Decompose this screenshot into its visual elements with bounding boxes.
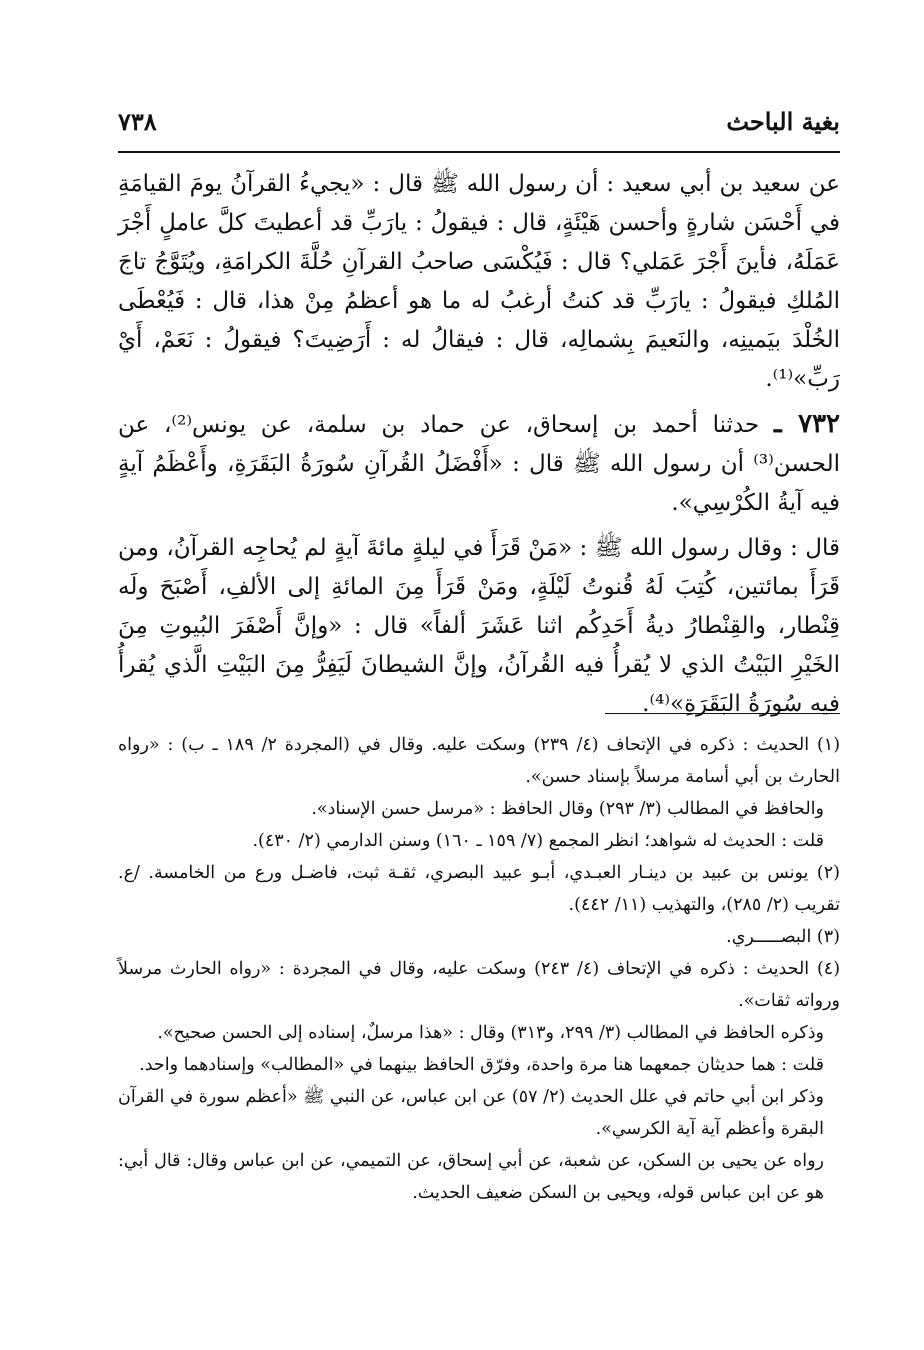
footnote-4: (٤) الحديث : ذكره في الإتحاف (٤/ ٢٤٣) وسكت عليه، وقال في المجردة : «رواه الحارث مرسلاً ورواته ثقات». <box>118 959 841 1011</box>
hadith-732-continued-paragraph: قال : وقال رسول الله ﷺ : «مَنْ قَرَأَ في ليلةٍ مائةَ آيةٍ لم يُحاجِه القرآنُ، ومن قَرَأَ بمائتين، كُتِبَ لَهُ قُنوتُ لَيْلَةٍ، ومَنْ قَرَأَ مِنَ المائةِ إلى الألفِ، أَصْبَحَ ولَه قِنْطار، والقِنْطارُ ديةُ أَحَدِكُم اثنا عَشَرَ ألفاً» قال : «وإنَّ أَصْفَرَ البُيوتِ مِنَ الخَيْرِ البَيْتُ الذي لا يُقرأُ فيه القُرآنُ، وإنَّ الشيطانَ لَيَفِرُّ مِنَ البَيْتِ الَّذي يُقرأُ فيه سُورَةُ البَقَرَةِ»⁽⁴⁾. <box>118 535 840 717</box>
footnote-4-comment: قلت : هما حديثان جمعهما هنا مرة واحدة، وفرّق الحافظ بينهما في «المطالب» وإسنادهما واحد. <box>139 1055 824 1075</box>
footnote-3: (٣) البصـــــري. <box>726 927 840 947</box>
footnote-4-narration: رواه عن يحيى بن السكن، عن شعبة، عن أبي إسحاق، عن التميمي، عن ابن عباس وقال: قال أبي: هو عن ابن عباس قوله، ويحيى بن السكن ضعيف الحديث. <box>118 1151 824 1203</box>
book-page <box>118 95 840 1325</box>
hadith-732-paragraph <box>118 405 840 523</box>
hadith-732-text: حدثنا أحمد بن إسحاق، عن حماد بن سلمة، عن يونس⁽²⁾، عن الحسن⁽³⁾ أن رسول الله ﷺ قال : «أَفْضَلُ القُرآنِ سُورَةُ البَقَرَةِ، وأَعْظَمُ آيةٍ فيه آيةُ الكُرْسِي». <box>118 412 840 516</box>
header-divider <box>118 151 840 153</box>
hadith-continuation-paragraph: عن سعيد بن أبي سعيد : أن رسول الله ﷺ قال : «يجيءُ القرآنُ يومَ القيامَةِ في أَحْسَن شارةٍ وأحسن هَيْئَةٍ، قال : فيقولُ : يارَبِّ قد أعطيتَ كلَّ عاملٍ أَجْرَ عَمَلَهُ، فأينَ أَجْرَ عَمَلي؟ قال : فَيُكْسَى صاحبُ القرآنِ حُلَّةَ الكرامَةِ، ويُتَوَّجُ تاجَ المُلكِ فيقولُ : يارَبِّ قد كنتُ أرغبُ له ما هو أعظمُ مِنْ هذا، قال : فَيُعْطَى الخُلْدَ بيَمينِه، والنَعيمَ بِشمالِه، قال : فيقالُ له : أَرَضِيتَ؟ فيقولُ : نَعَمْ، أَيْ رَبِّ»⁽¹⁾. <box>118 171 840 392</box>
page-header <box>118 95 840 147</box>
footnote-1-matalib: والحافظ في المطالب (٣/ ٢٩٣) وقال الحافظ : «مرسل حسن الإسناد». <box>311 799 824 819</box>
book-title: بغية الباحث <box>726 106 840 136</box>
footnote-1-comment: قلت : الحديث له شواهد؛ انظر المجمع (٧/ ١٥٩ ـ ١٦٠) وسنن الدارمي (٢/ ٤٣٠). <box>252 831 824 851</box>
page-number: ٧٣٨ <box>118 106 157 136</box>
main-text <box>118 165 840 730</box>
footnote-2: (٢) يونس بن عبيد بن دينـار العبـدي، أبـو عبيد البصري، ثقـة ثبت، فاضـل ورع من الخامسة. /ع. تقريب (٢/ ٢٨٥)، والتهذيب (١١/ ٤٤٢). <box>118 863 840 915</box>
footnote-4-matalib: وذكره الحافظ في المطالب (٣/ ٢٩٩، و٣١٣) وقال : «هذا مرسلٌ، إسناده إلى الحسن صحيح». <box>157 1023 824 1043</box>
footnote-1: (١) الحديث : ذكره في الإتحاف (٤/ ٢٣٩) وسكت عليه. وقال في (المجردة ٢/ ١٨٩ ـ ب) : «رواه الحارث بن أبي أسامة مرسلاً بإسناد حسن». <box>118 735 841 787</box>
footnote-divider <box>605 713 840 714</box>
footnotes <box>118 729 840 1209</box>
hadith-number: ٧٣٢ ـ <box>773 409 841 439</box>
footnote-4-ilal: وذكر ابن أبي حاتم في علل الحديث (٢/ ٥٧) عن ابن عباس، عن النبي ﷺ «أعظم سورة في القرآن البقرة وأعظم آية آية الكرسي». <box>118 1087 824 1139</box>
